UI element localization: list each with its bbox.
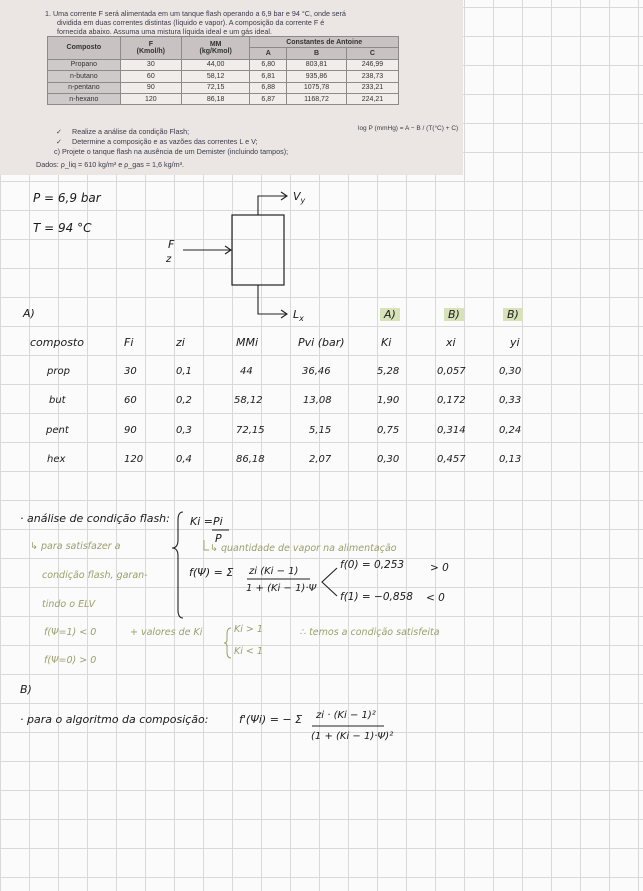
col-tag: B): [503, 308, 523, 321]
hw-header: MMi: [236, 336, 259, 349]
ki-brace: [224, 628, 231, 658]
green-note: f(Ψ=0) > 0: [44, 655, 97, 666]
th-antoine: Constantes de Antoine: [250, 37, 399, 48]
problem-dados: Dados: ρ_liq = 610 kg/m³ e ρ_gas = 1,6 kg/m³.: [36, 160, 185, 169]
analysis-brace: [172, 512, 183, 618]
fpsi-lhs: f(Ψ) = Σ: [189, 566, 234, 579]
problem-line-1: 1. Uma corrente F será alimentada em um tanque flash operando a 6,9 bar e 94 °C, onde será: [45, 9, 346, 18]
table-row: Propano 30 44,00 6,80 803,81 246,99: [48, 59, 399, 70]
split-bracket: [322, 568, 337, 596]
problem-item-c: c) Projete o tanque flash na ausência de um Demister (incluindo tampos);: [54, 147, 289, 156]
fprime-lhs: f'(Ψi) = − Σ: [239, 713, 303, 726]
f1-value: f(1) = −0,858: [340, 591, 413, 603]
problem-line-2: dividida em duas correntes distintas (líquido e vapor). A composição da corrente F é: [57, 18, 325, 27]
green-note: condição flash, garan-: [42, 570, 148, 581]
ki-num: Pi: [213, 515, 223, 528]
algo-title: · para o algoritmo da composição:: [20, 713, 209, 726]
part-b-label: B): [20, 683, 32, 696]
hw-header: composto: [30, 336, 84, 349]
flash-tank: [232, 215, 284, 285]
liquid-label: $L_x$: [293, 308, 304, 324]
th-b: B: [287, 48, 347, 59]
fprime-den: (1 + (Ki − 1)·Ψ)²: [311, 731, 394, 742]
green-note: ↳ quantidade de vapor na alimentação: [210, 543, 397, 554]
green-note: f(Ψ=1) < 0: [44, 627, 97, 638]
pressure-note: P = 6,9 bar: [33, 191, 101, 205]
table-row: n-butano 60 58,12 6,81 935,86 238,73: [48, 71, 399, 82]
antoine-equation: log P (mmHg) = A − B / (T(°C) + C): [358, 125, 459, 132]
green-note: ↳ para satisfazer a: [30, 541, 121, 552]
hw-header: xi: [446, 336, 456, 349]
green-note: Ki > 1: [234, 624, 263, 635]
feed-sub: z: [166, 254, 172, 265]
col-tag: A): [380, 308, 400, 321]
fpsi-num: zi (Ki − 1): [249, 566, 299, 577]
th-c: C: [346, 48, 398, 59]
green-note: ∴ temos a condição satisfeita: [300, 627, 440, 638]
th-f: F (Kmol/h): [120, 37, 181, 60]
green-note: + valores de Ki: [130, 627, 203, 638]
f1-sign: < 0: [426, 592, 445, 604]
temperature-note: T = 94 °C: [33, 221, 92, 235]
table-row: n-hexano 120 86,18 6,87 1168,72 224,21: [48, 93, 399, 104]
table-row: n-pentano 90 72,15 6,88 1075,78 233,21: [48, 82, 399, 93]
check-icon: ✓: [56, 127, 63, 136]
problem-item-b: Determine a composição e as vazões das correntes L e V;: [72, 137, 258, 146]
green-note: tindo o ELV: [42, 599, 96, 610]
th-composto: Composto: [48, 37, 121, 60]
feed-label: F: [168, 238, 175, 251]
check-icon: ✓: [56, 137, 63, 146]
ki-lhs: Ki =: [190, 515, 213, 528]
liquid-arrow: [258, 285, 287, 314]
th-a: A: [250, 48, 287, 59]
green-note: Ki < 1: [234, 646, 263, 657]
fpsi-den: 1 + (Ki − 1)·Ψ: [246, 583, 317, 594]
hw-header: zi: [176, 336, 185, 349]
part-a-label: A): [23, 307, 35, 320]
problem-line-3: fornecida abaixo. Assuma uma mistura líquida ideal e um gás ideal.: [57, 27, 272, 36]
col-tag: B): [444, 308, 464, 321]
ki-den: P: [215, 532, 222, 545]
hw-header: Ki: [381, 336, 392, 349]
f0-value: f(0) = 0,253: [340, 559, 405, 571]
hw-header: yi: [510, 336, 520, 349]
hw-header: Pvi (bar): [298, 336, 345, 349]
vapor-label: $V_y$: [293, 190, 306, 206]
analysis-title: · análise de condição flash:: [20, 512, 170, 525]
hw-header: Fi: [124, 336, 134, 349]
f0-sign: > 0: [430, 562, 449, 574]
problem-item-a: Realize a análise da condição Flash;: [72, 127, 190, 136]
fprime-num: zi · (Ki − 1)²: [316, 710, 376, 721]
th-mm: MM (kg/Kmol): [181, 37, 249, 60]
